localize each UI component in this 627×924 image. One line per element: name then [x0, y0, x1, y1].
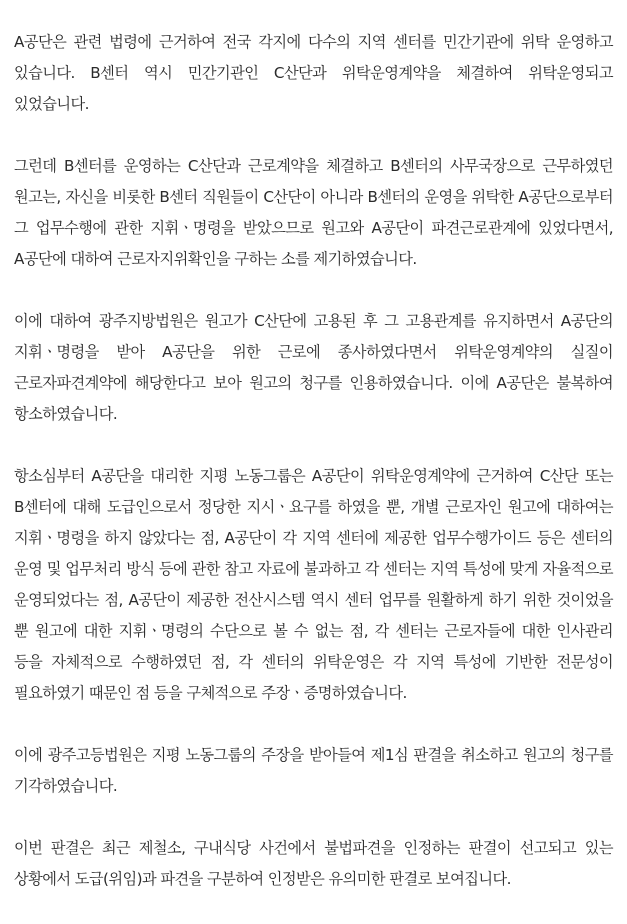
paragraph-outsourcing-background: A공단은 관련 법령에 근거하여 전국 각지에 다수의 지역 센터를 민간기관에 위탁 운영하고 있습니다. B센터 역시 민간기관인 C산단과 위탁운영계약을 체결하여 위탁운영되고 있었습니다. — [14, 33, 613, 113]
paragraph-appeal-arguments: 항소심부터 A공단을 대리한 지평 노동그룹은 A공단이 위탁운영계약에 근거하여 C산단 또는 B센터에 대해 도급인으로서 정당한 지시ㆍ요구를 하였을 뿐, 개별 근로자인 원고에 대하여는 지휘ㆍ명령을 하지 않았다는 점, A공단이 각 지역 센터에 제공한 업무수행가이드 등은 센터의 운영 및 업무처리 방식 등에 관한 참고 자료에 불과하고 각 센터는 지역 특성에 맞게 자율적으로 운영되었다는 점, A공단이 제공한 전산시스템 역시 센터 업무를 원활하게 하기 위한 것이었을 뿐 원고에 대한 지휘ㆍ명령의 수단으로 볼 수 없는 점, 각 센터는 근로자들에 대한 인사관리 등을 자체적으로 수행하였던 점, 각 센터의 위탁운영은 각 지역 특성에 기반한 전문성이 필요하였기 때문인 점 등을 구체적으로 주장ㆍ증명하였습니다. — [14, 467, 614, 702]
paragraph-plaintiff-claim: 그런데 B센터를 운영하는 C산단과 근로계약을 체결하고 B센터의 사무국장으로 근무하였던 원고는, 자신을 비롯한 B센터 직원들이 C산단이 아니라 B센터의 운영을 위탁한 A공단으로부터 그 업무수행에 관한 지휘ㆍ명령을 받았으므로 원고와 A공단이 파견근로관계에 있었다면서, A공단에 대하여 근로자지위확인을 구하는 소를 제기하였습니다. — [14, 157, 613, 268]
paragraph-significance: 이번 판결은 최근 제철소, 구내식당 사건에서 불법파견을 인정하는 판결이 선고되고 있는 상황에서 도급(위임)과 파견을 구분하여 인정받은 유의미한 판결로 보여집니다. — [14, 839, 613, 888]
paragraph-high-court-ruling: 이에 광주고등법원은 지평 노동그룹의 주장을 받아들여 제1심 판결을 취소하고 원고의 청구를 기각하였습니다. — [14, 746, 613, 795]
paragraph-district-court-ruling: 이에 대하여 광주지방법원은 원고가 C산단에 고용된 후 그 고용관계를 유지하면서 A공단의 지휘ㆍ명령을 받아 A공단을 위한 근로에 종사하였다면서 위탁운영계약의 실질이 근로자파견계약에 해당한다고 보아 원고의 청구를 인용하였습니다. 이에 A공단은 불복하여 항소하였습니다. — [14, 312, 613, 423]
